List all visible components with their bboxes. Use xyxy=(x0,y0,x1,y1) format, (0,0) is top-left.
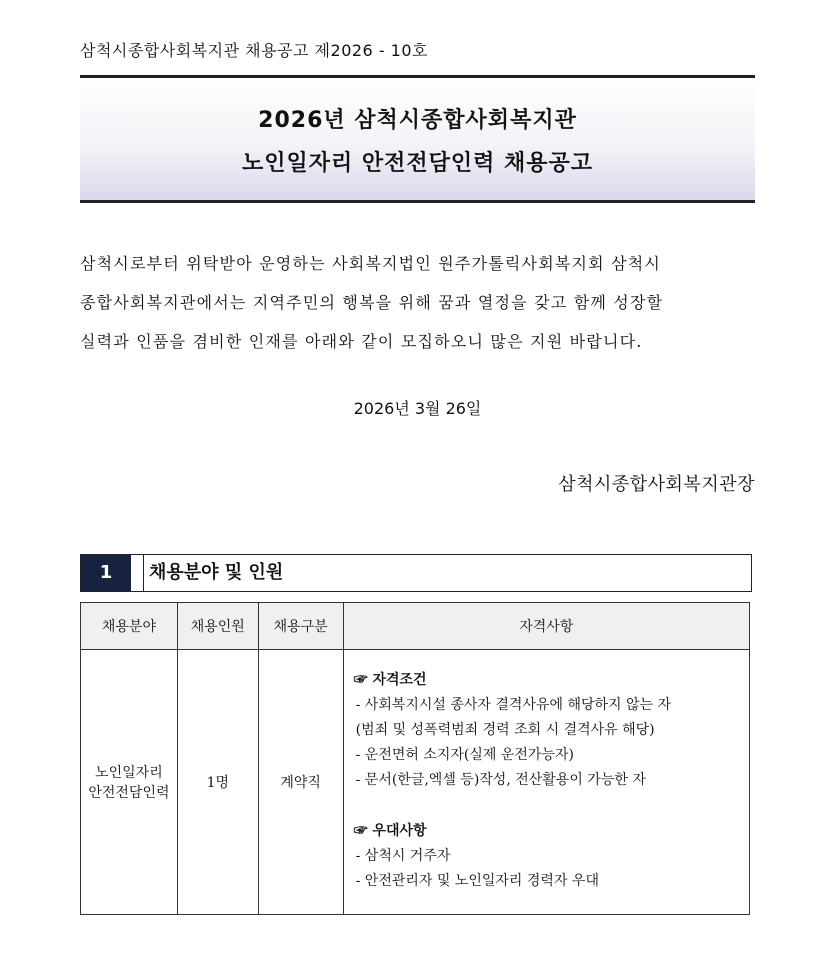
cell-count: 1명 xyxy=(177,650,258,915)
field-line: 노인일자리 xyxy=(95,765,163,781)
qualification-item: - 사회복지시설 종사자 결격사유에 해당하지 않는 자 xyxy=(355,697,672,713)
qualification-item: - 문서(한글,엑셀 등)작성, 전산활용이 가능한 자 xyxy=(355,772,646,788)
title-line-2: 노인일자리 안전전담인력 채용공고 xyxy=(241,151,594,176)
preference-heading: ☞ 우대사항 xyxy=(353,823,427,839)
section-number: 1 xyxy=(81,555,131,591)
section-divider xyxy=(131,555,144,591)
header-type: 채용구분 xyxy=(258,603,343,650)
field-line: 안전전담인력 xyxy=(88,785,170,801)
intro-line: 종합사회복지관에서는 지역주민의 행복을 위해 꿈과 열정을 갖고 함께 성장할 xyxy=(80,293,664,312)
intro-line: 삼척시로부터 위탁받아 운영하는 사회복지법인 원주가톨릭사회복지회 삼척시 xyxy=(80,254,662,273)
preference-item: - 안전관리자 및 노인일자리 경력자 우대 xyxy=(355,873,599,889)
intro-paragraph xyxy=(80,244,755,361)
recruitment-table xyxy=(80,602,750,915)
title-box xyxy=(80,75,755,203)
cell-type: 계약직 xyxy=(258,650,343,915)
qualification-heading: ☞ 자격조건 xyxy=(353,672,427,688)
preference-item: - 삼척시 거주자 xyxy=(355,848,451,864)
table-row xyxy=(81,650,750,915)
title-line-1: 2026년 삼척시종합사회복지관 xyxy=(258,108,577,133)
signer: 삼척시종합사회복지관장 xyxy=(558,474,755,495)
section-title: 채용분야 및 인원 xyxy=(149,562,284,583)
cell-qualifications xyxy=(343,650,749,915)
document-number: 삼척시종합사회복지관 채용공고 제2026 - 10호 xyxy=(80,41,428,60)
section-header xyxy=(80,554,752,592)
qualification-item: - 운전면허 소지자(실제 운전가능자) xyxy=(355,747,574,763)
intro-line: 실력과 인품을 겸비한 인재를 아래와 같이 모집하오니 많은 지원 바랍니다. xyxy=(80,332,643,351)
header-qualifications: 자격사항 xyxy=(343,603,749,650)
table-header-row xyxy=(81,603,750,650)
notice-date: 2026년 3월 26일 xyxy=(353,399,482,418)
header-count: 채용인원 xyxy=(177,603,258,650)
qualification-item: (범죄 및 성폭력범죄 경력 조회 시 결격사유 해당) xyxy=(355,722,655,738)
cell-field xyxy=(81,650,178,915)
header-field: 채용분야 xyxy=(81,603,178,650)
